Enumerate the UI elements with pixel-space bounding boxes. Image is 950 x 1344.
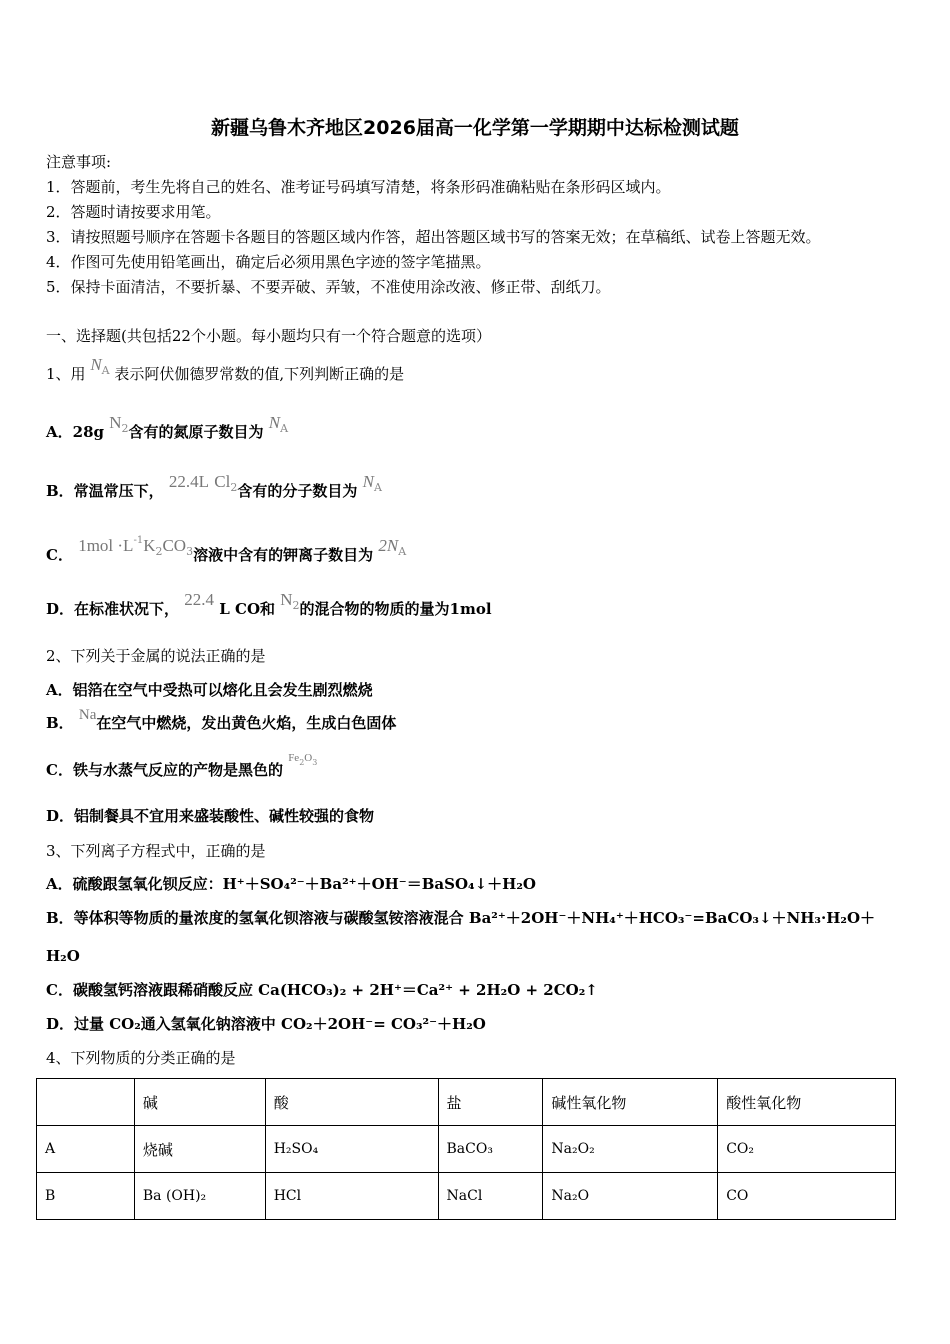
- q3-option-b-line2: H₂O: [46, 947, 80, 965]
- table-cell: Na₂O₂: [543, 1126, 718, 1173]
- na-formula: Na: [78, 707, 97, 723]
- n2-formula: $N_2$: [109, 413, 129, 435]
- notice-item-5: 5．保持卡面清洁，不要折暴、不要弄破、弄皱，不准使用涂改液、修正带、刮纸刀。: [46, 278, 611, 296]
- table-header-cell: [37, 1079, 135, 1126]
- q2-c-text: C．铁与水蒸气反应的产物是黑色的: [46, 761, 283, 779]
- table-cell: Ba (OH)₂: [134, 1173, 265, 1220]
- table-cell: B: [37, 1173, 135, 1220]
- q1-option-b: [46, 472, 382, 507]
- table-cell: A: [37, 1126, 135, 1173]
- na-symbol: $N_A$: [268, 413, 289, 435]
- q3-option-a: A．硫酸跟氢氧化钡反应：H⁺＋SO₄²⁻＋Ba²⁺＋OH⁻＝BaSO₄↓＋H₂O: [46, 875, 536, 893]
- q3-stem: 3、下列离子方程式中，正确的是: [46, 842, 266, 860]
- q1-b-label: B．常温常压下，: [46, 482, 164, 500]
- notice-header: 注意事项:: [46, 153, 112, 171]
- section-heading: 一、选择题(共包括22个小题。每小题均只有一个符合题意的选项）: [46, 327, 491, 345]
- k2co3-concentration: $1mol \cdot L^{-1}K_2CO_3$: [78, 535, 194, 558]
- q1-c-text: 溶液中含有的钾离子数目为: [193, 546, 374, 564]
- table-row: [37, 1126, 896, 1173]
- q1-d-label: D．在标准状况下，: [46, 600, 180, 618]
- q2-option-d: D．铝制餐具不宜用来盛装酸性、碱性较强的食物: [46, 807, 375, 825]
- table-header-cell: 碱性氧化物: [543, 1079, 718, 1126]
- q1-a-label: A．28g: [46, 423, 105, 441]
- table-cell: HCl: [265, 1173, 438, 1220]
- q2-b-label: B．: [46, 714, 74, 732]
- notice-item-2: 2．答题时请按要求用笔。: [46, 203, 221, 221]
- na-symbol: $N_A$: [90, 355, 110, 377]
- table-cell: CO₂: [718, 1126, 896, 1173]
- q3-option-b-line1: B．等体积等物质的量浓度的氢氧化钡溶液与碳酸氢铵溶液混合 Ba²⁺＋2OH⁻＋NH₄⁺＋HCO₃⁻=BaCO₃↓＋NH₃·H₂O＋: [46, 909, 876, 927]
- table-header-cell: 酸性氧化物: [718, 1079, 896, 1126]
- n2-formula: $N_2$: [280, 590, 300, 612]
- q2-b-text: 在空气中燃烧，发出黄色火焰，生成白色固体: [96, 714, 397, 732]
- q1-stem: [46, 355, 405, 390]
- two-na-symbol: $2N_A$: [378, 536, 407, 558]
- q2-option-a: A．铝箔在空气中受热可以熔化且会发生剧烈燃烧: [46, 681, 373, 699]
- volume-22-4l: 22.4L: [168, 472, 210, 491]
- q1-option-c: [46, 535, 407, 571]
- table-cell: Na₂O: [543, 1173, 718, 1220]
- table-cell: H₂SO₄: [265, 1126, 438, 1173]
- q1-c-label: C．: [46, 546, 73, 564]
- q3-option-c: C．碳酸氢钙溶液跟稀硝酸反应 Ca(HCO₃)₂ + 2H⁺＝Ca²⁺ + 2H₂O + 2CO₂↑: [46, 981, 598, 999]
- cl2-formula: $Cl_2$: [214, 472, 238, 494]
- q2-option-c: [46, 752, 318, 787]
- na-symbol: $N_A$: [362, 472, 382, 494]
- table-header-cell: 酸: [265, 1079, 438, 1126]
- notice-item-1: 1．答题前，考生先将自己的姓名、准考证号码填写清楚，将条形码准确粘贴在条形码区域内。: [46, 178, 671, 196]
- table-cell: 烧碱: [134, 1126, 265, 1173]
- fe2o3-formula: $Fe_2O_3$: [288, 752, 318, 767]
- table-cell: CO: [718, 1173, 896, 1220]
- table-header-cell: 碱: [134, 1079, 265, 1126]
- q2-stem: 2、下列关于金属的说法正确的是: [46, 647, 266, 665]
- table-header-cell: 盐: [438, 1079, 543, 1126]
- volume-22-4: 22.4: [184, 590, 214, 609]
- q1-a-text: 含有的氮原子数目为: [128, 423, 264, 441]
- q1-b-text: 含有的分子数目为: [237, 482, 358, 500]
- q1-d-mid: L CO和: [219, 600, 276, 618]
- table-header-row: [37, 1079, 896, 1126]
- q1-stem-prefix: 1、用: [46, 365, 86, 383]
- classification-table: [36, 1078, 896, 1220]
- q4-stem: 4、下列物质的分类正确的是: [46, 1049, 236, 1067]
- q1-d-end: 的混合物的物质的量为1mol: [299, 600, 492, 618]
- q1-stem-text: 表示阿伏伽德罗常数的值,下列判断正确的是: [114, 365, 405, 383]
- table-row: [37, 1173, 896, 1220]
- q3-option-d: D．过量 CO₂通入氢氧化钠溶液中 CO₂＋2OH⁻= CO₃²⁻＋H₂O: [46, 1015, 486, 1033]
- q1-option-d: [46, 590, 492, 625]
- table-cell: NaCl: [438, 1173, 543, 1220]
- notice-item-4: 4．作图可先使用铅笔画出，确定后必须用黑色字迹的签字笔描黑。: [46, 253, 491, 271]
- table-cell: BaCO₃: [438, 1126, 543, 1173]
- page-title: 新疆乌鲁木齐地区2026届高一化学第一学期期中达标检测试题: [211, 117, 739, 139]
- q1-option-a: [46, 413, 289, 448]
- q2-option-b: [46, 707, 397, 734]
- notice-item-3: 3．请按照题号顺序在答题卡各题目的答题区域内作答，超出答题区域书写的答案无效；在草稿纸、试卷上答题无效。: [46, 228, 821, 246]
